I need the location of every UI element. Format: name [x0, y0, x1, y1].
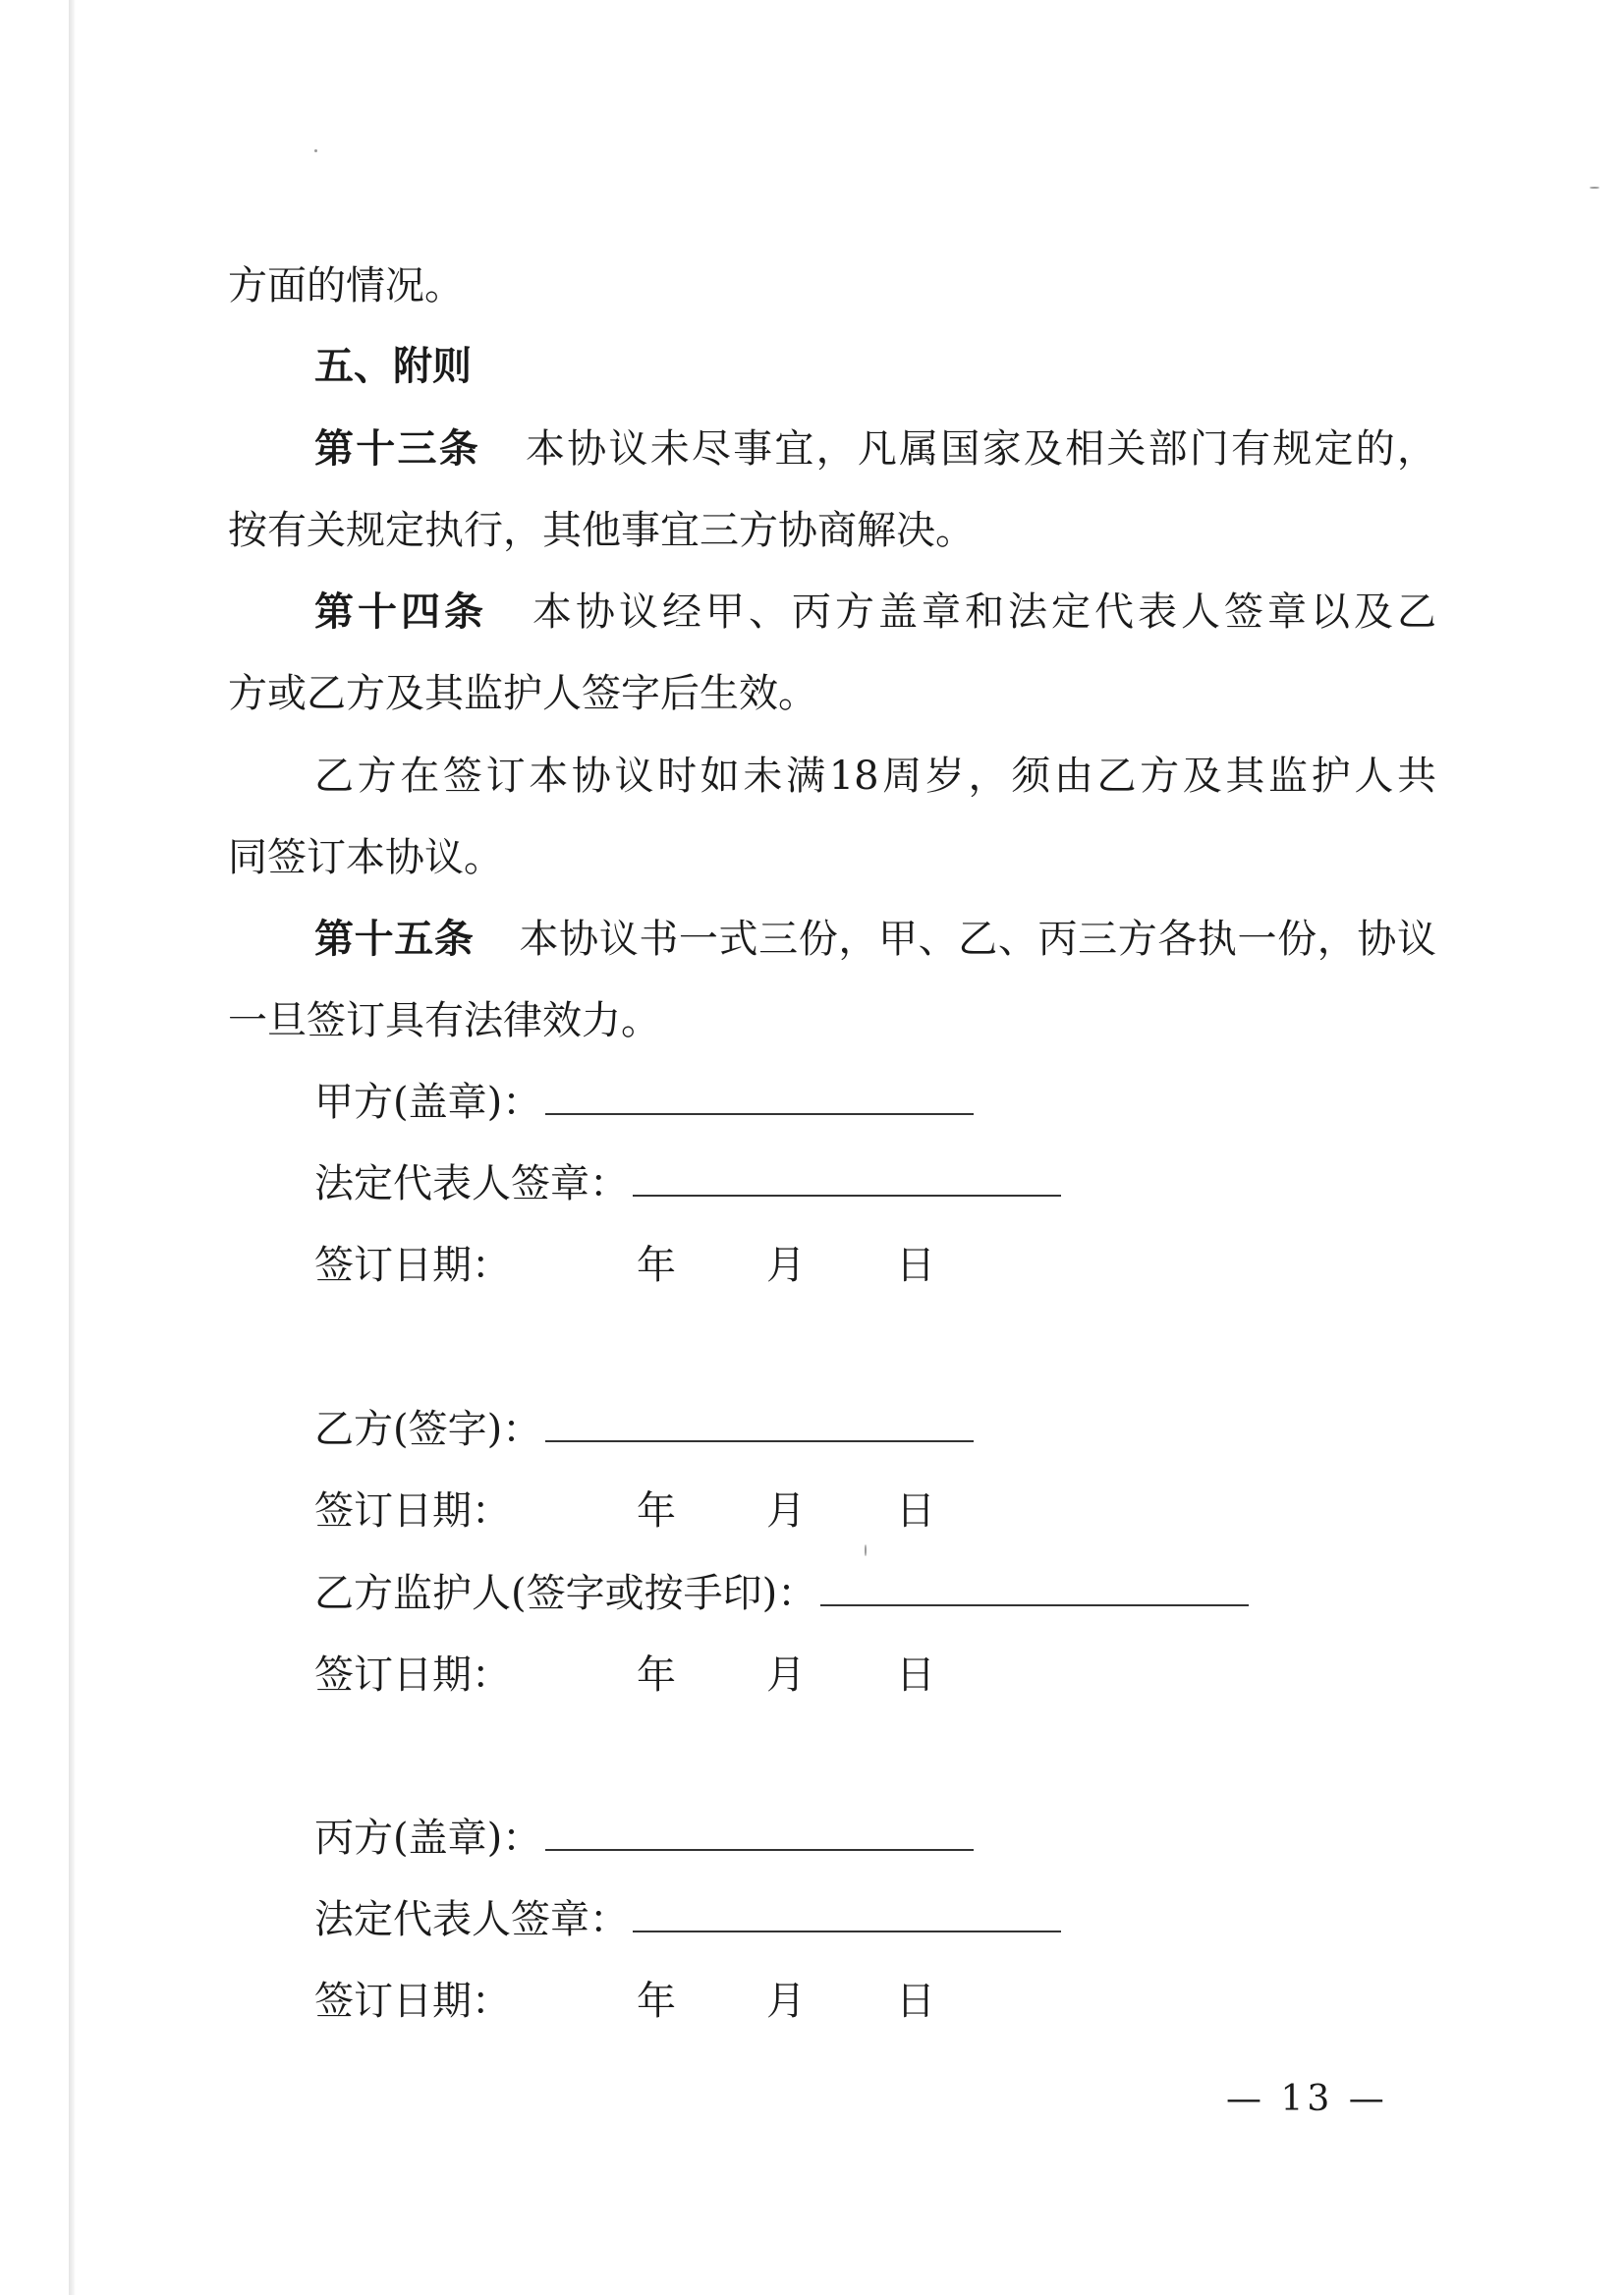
party-a-seal-row — [314, 1078, 974, 1127]
party-a-date-day: 日 — [896, 1243, 935, 1288]
paragraph-continuation: 方面的情况。 — [228, 263, 464, 308]
party-b-sign-label: 乙方(签字)： — [314, 1407, 542, 1452]
party-a-rep-label: 法定代表人签章： — [314, 1161, 629, 1206]
party-b-date-month: 月 — [766, 1488, 806, 1534]
guardian-date-year: 年 — [637, 1652, 676, 1698]
article-13-text-1: 本协议未尽事宜，凡属国家及相关部门有规定的， — [525, 426, 1437, 472]
party-c-rep-label: 法定代表人签章： — [314, 1897, 629, 1942]
party-c-date-year: 年 — [637, 1979, 676, 2024]
party-a-date-month: 月 — [766, 1243, 806, 1288]
scan-speck — [314, 149, 317, 152]
article-15-line-1 — [228, 915, 1436, 964]
party-b-guardian-row — [314, 1569, 1249, 1618]
party-c-date-label: 签订日期： — [314, 1979, 511, 2024]
party-b-guardian-line[interactable] — [820, 1575, 1249, 1606]
party-a-seal-label: 甲方(盖章)： — [314, 1080, 542, 1125]
minor-note-line-2: 同签订本协议。 — [228, 835, 503, 880]
minor-note-text-1: 乙方在签订本协议时如未满18周岁，须由乙方及其监护人共 — [314, 754, 1436, 799]
party-b-date-day: 日 — [896, 1488, 935, 1534]
article-14-label: 第十四条 — [314, 589, 487, 635]
party-a-date-label: 签订日期： — [314, 1243, 511, 1288]
scan-binding-edge — [69, 0, 76, 2295]
party-b-sign-line[interactable] — [545, 1411, 974, 1442]
party-c-seal-label: 丙方(盖章)： — [314, 1816, 542, 1861]
minor-note-line-1 — [228, 752, 1436, 801]
party-b-guardian-label: 乙方监护人(签字或按手印)： — [314, 1571, 817, 1616]
article-14-line-1 — [228, 588, 1436, 637]
party-a-seal-line[interactable] — [545, 1084, 974, 1115]
party-a-date-year: 年 — [637, 1243, 676, 1288]
party-a-rep-line[interactable] — [633, 1165, 1061, 1197]
party-c-seal-line[interactable] — [545, 1819, 974, 1851]
article-14-line-2: 方或乙方及其监护人签字后生效。 — [228, 671, 817, 716]
party-c-date-day: 日 — [896, 1979, 935, 2024]
party-c-date-month: 月 — [766, 1979, 806, 2024]
page-number: — 13 — — [1226, 2079, 1388, 2119]
scan-speck — [1590, 187, 1599, 189]
guardian-date-label: 签订日期： — [314, 1652, 511, 1698]
article-15-line-2: 一旦签订具有法律效力。 — [228, 998, 660, 1043]
party-b-date-label: 签订日期： — [314, 1488, 511, 1534]
party-a-rep-row — [314, 1159, 1061, 1208]
section-heading: 五、附则 — [314, 344, 472, 389]
scan-speck — [865, 1544, 867, 1556]
party-c-rep-row — [314, 1895, 1061, 1944]
article-14-text-1: 本协议经甲、丙方盖章和法定代表人签章以及乙 — [532, 589, 1436, 635]
article-15-text-1: 本协议书一式三份，甲、乙、丙三方各执一份，协议 — [519, 917, 1437, 962]
guardian-date-month: 月 — [766, 1652, 806, 1698]
guardian-date-day: 日 — [896, 1652, 935, 1698]
article-13-label: 第十三条 — [314, 426, 480, 472]
article-13-line-1 — [228, 424, 1436, 474]
article-13-line-2: 按有关规定执行，其他事宜三方协商解决。 — [228, 508, 975, 553]
party-b-date-year: 年 — [637, 1488, 676, 1534]
party-c-seal-row — [314, 1814, 974, 1863]
party-c-rep-line[interactable] — [633, 1901, 1061, 1932]
article-15-label: 第十五条 — [314, 917, 475, 962]
party-b-sign-row — [314, 1405, 974, 1454]
